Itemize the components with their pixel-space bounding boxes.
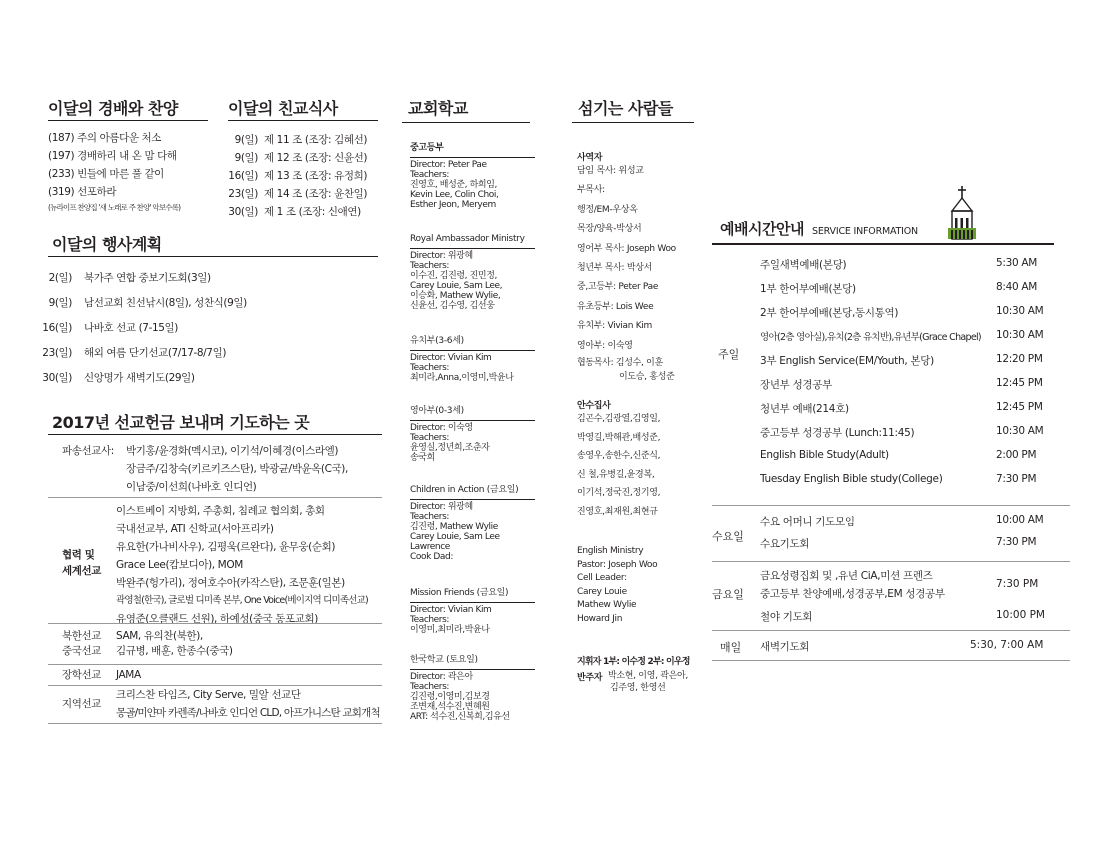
hymn-item: (319) 선포하라 <box>48 186 117 198</box>
school-group <box>410 140 535 210</box>
school-line: Lawrence <box>410 542 450 552</box>
english-line: English Ministry <box>577 546 644 556</box>
divider <box>712 561 1070 562</box>
school-line: Teachers: <box>410 170 450 180</box>
service-time: 10:30 AM <box>996 305 1044 317</box>
event-day: 16(일) <box>42 322 72 334</box>
fellowship-rule <box>228 120 378 121</box>
service-name: 3부 English Service(EM/Youth, 본당) <box>760 355 934 367</box>
school-line: 조변재,석수진,변혜원 <box>410 702 490 712</box>
divider <box>48 497 382 498</box>
staff-line: 유치부: Vivian Kim <box>577 321 653 332</box>
school-line: Teachers: <box>410 433 450 443</box>
hymn-item: (197) 경배하리 내 온 맘 다해 <box>48 150 177 162</box>
fellowship-group: 제 12 조 (조장: 신윤선) <box>264 152 368 164</box>
service-name: 2부 한어부예배(본당,동시통역) <box>760 307 899 319</box>
service-time: 5:30 AM <box>996 257 1038 269</box>
service-time: 12:20 PM <box>996 353 1043 365</box>
service-time: 10:00 AM <box>996 514 1044 526</box>
school-line: Director: Vivian Kim <box>410 605 492 615</box>
dispatch-line: 장금주/김창숙(키르키즈스탄), 박광균/박윤옥(C국), <box>126 463 348 475</box>
fellowship-day: 23(일) <box>228 188 258 200</box>
school-group-rule <box>410 248 535 249</box>
service-row <box>760 329 1060 353</box>
school-group-rule <box>410 602 535 603</box>
deacon-line: 진영호,최재원,최현규 <box>577 506 658 517</box>
staff-line: 영어부 목사: Joseph Woo <box>577 243 676 254</box>
school-group-head: Royal Ambassador Ministry <box>410 234 525 244</box>
deacon-line: 신 철,유병길,윤경복, <box>577 469 655 480</box>
school-line: 신윤선, 김수영, 김선웅 <box>410 301 495 311</box>
school-group-head: 한국학교 (토요일) <box>410 655 478 665</box>
service-name: 주일새벽예배(본당) <box>760 259 847 271</box>
service-name: 수요 어머니 기도모임 <box>760 516 855 528</box>
wed-list <box>760 514 1060 558</box>
staff-line: 유초등부: Lois Wee <box>577 301 654 312</box>
service-time: 7:30 PM <box>996 473 1037 485</box>
school-line: Teachers: <box>410 363 450 373</box>
school-line: Carey Louie, Sam Lee <box>410 532 500 542</box>
service-time: 7:30 PM <box>996 536 1037 548</box>
service-row <box>760 377 1060 401</box>
staff-line: 이도승, 홍성준 <box>619 372 675 383</box>
school-line: 진영호, 배성준, 하희임, <box>410 180 497 190</box>
service-time: 8:40 AM <box>996 281 1038 293</box>
cn-label: 중국선교 <box>62 645 101 657</box>
nk-text: SAM, 유의찬(북한), <box>116 630 203 642</box>
church-icon <box>942 184 976 244</box>
deacon-list <box>577 410 660 521</box>
missions-title: 2017년 선교헌금 보내며 기도하는 곳 <box>52 413 310 432</box>
fellowship-group: 제 1 조 (조장: 신애연) <box>264 206 361 218</box>
school-line: 최미라,Anna,이영미,박윤나 <box>410 373 514 383</box>
event-day: 9(일) <box>48 297 72 309</box>
reg-line: 몽골/미얀마 카렌족/나바호 인디언 CLD, 아프가니스탄 교회개척 <box>116 707 380 719</box>
school-group-head: 유치부(3-6세) <box>410 336 464 346</box>
staff-line: 청년부 목사: 박상서 <box>577 263 653 274</box>
service-row <box>760 536 1060 558</box>
school-line: Teachers: <box>410 261 450 271</box>
english-line: Mathew Wylie <box>577 600 637 610</box>
fri-line: 중고등부 찬양예배,성경공부,EM 성경공부 <box>760 588 945 600</box>
coop-line: 유영준(오클랜드 선원), 하예성(중국 동포교회) <box>116 613 318 625</box>
school-group-rule <box>410 669 535 670</box>
event-day: 30(일) <box>42 372 72 384</box>
school-group-head: 중고등부 <box>410 143 444 153</box>
school-line: Director: 곽은아 <box>410 672 473 682</box>
divider <box>712 630 1070 631</box>
english-line: Carey Louie <box>577 586 627 597</box>
daily-name: 새벽기도회 <box>760 641 810 653</box>
coop-line: 이스트베이 지방회, 주총회, 침례교 협의회, 총회 <box>116 505 325 517</box>
school-line: 김진령, Mathew Wylie <box>410 522 498 532</box>
staff-line: 협동목사: 김성수, 이훈 <box>577 358 663 369</box>
events-title: 이달의 행사계획 <box>52 235 162 254</box>
school-group-rule <box>410 350 535 351</box>
fellowship-day: 9(일) <box>234 134 258 146</box>
school-group-rule <box>410 157 535 158</box>
deacon-line: 이기석,정국진,정기영, <box>577 488 661 498</box>
nk-label: 북한선교 <box>62 630 101 642</box>
acc-label: 반주자 <box>577 673 603 683</box>
events-rule <box>48 256 378 257</box>
school-rule <box>402 122 530 123</box>
school-group <box>410 652 535 722</box>
sch-label: 장학선교 <box>62 669 101 681</box>
fellowship-list <box>220 131 367 221</box>
service-time: 2:00 PM <box>996 449 1037 461</box>
service-time: 7:30 PM <box>996 578 1039 590</box>
school-line: Director: 위광혜 <box>410 502 473 512</box>
fellowship-day: 16(일) <box>228 170 258 182</box>
service-name: 1부 한어부예배(본당) <box>760 283 856 295</box>
service-row <box>760 514 1060 536</box>
daily-time: 5:30, 7:00 AM <box>970 639 1044 651</box>
fellowship-group: 제 13 조 (조장: 유정희) <box>264 170 368 182</box>
school-line: 윤영실,정년희,조춘자 <box>410 443 490 453</box>
event-day: 23(일) <box>42 347 72 359</box>
school-line: Esther Jeon, Meryem <box>410 200 496 210</box>
wed-label: 수요일 <box>712 530 744 543</box>
reg-list <box>116 686 380 722</box>
acc-list <box>608 670 688 694</box>
staff-line: 영아부: 이숙영 <box>577 340 633 351</box>
hymn-item: (187) 주의 아름다운 처소 <box>48 132 161 144</box>
event-day: 2(일) <box>48 272 72 284</box>
school-group-head: 영아부(0-3세) <box>410 406 464 416</box>
english-ministry <box>577 545 657 626</box>
service-row <box>760 449 1060 473</box>
english-line: Cell Leader: <box>577 573 627 583</box>
hymns-list <box>48 129 180 215</box>
fellowship-title: 이달의 친교식사 <box>228 99 338 118</box>
school-title: 교회학교 <box>408 99 468 118</box>
event-text: 북가주 연합 중보기도회(3일) <box>84 272 211 284</box>
service-row <box>760 473 1060 497</box>
dispatch-list <box>126 442 348 496</box>
school-line: Cook Dad: <box>410 552 453 562</box>
coop-line: Grace Lee(캄보디아), MOM <box>116 559 243 571</box>
deacon-line: 박영길,박해관,배성준, <box>577 432 661 443</box>
service-name: 장년부 성경공부 <box>760 379 832 391</box>
service-row <box>760 281 1060 305</box>
staff-line: 부목사: <box>577 185 605 196</box>
reg-line: 크리스찬 타임즈, City Serve, 밀알 선교단 <box>116 689 301 701</box>
school-group-rule <box>410 499 535 500</box>
cn-text: 김규병, 배훈, 한종수(중국) <box>116 645 233 657</box>
school-line: Kevin Lee, Colin Choi, <box>410 190 499 200</box>
service-rule <box>712 243 1054 245</box>
sunday-label: 주일 <box>718 348 740 361</box>
fri-line: 철야 기도회 <box>760 611 813 623</box>
service-row <box>760 401 1060 425</box>
service-name: Tuesday English Bible study(College) <box>760 473 943 485</box>
fellowship-group: 제 14 조 (조장: 윤찬일) <box>264 188 368 200</box>
school-group <box>410 234 535 311</box>
coop-list <box>116 502 368 628</box>
school-group <box>410 482 535 562</box>
dispatch-line: 이남중/이선희(나바호 인디언) <box>126 481 257 493</box>
acc-line: 김주영, 한영선 <box>610 683 666 693</box>
coop-line: 유요한(가나비사우), 김평욱(르완다), 윤무웅(순회) <box>116 541 336 553</box>
missions-rule <box>48 434 382 435</box>
acc-line: 박소현, 이영, 곽은아, <box>608 671 688 681</box>
service-name: 청년부 예배(214호) <box>760 403 849 415</box>
coop-line: 국내선교부, ATI 신학교(서아프리카) <box>116 523 274 535</box>
service-title-en: SERVICE INFORMATION <box>812 226 918 237</box>
service-time: 10:30 AM <box>996 329 1044 341</box>
school-line: Teachers: <box>410 682 450 692</box>
school-line: 이영미,최미라,박윤나 <box>410 625 490 635</box>
hymns-title: 이달의 경배와 찬양 <box>48 99 178 118</box>
school-group <box>410 403 535 463</box>
dispatch-label: 파송선교사: <box>62 445 114 457</box>
school-line: 송국희 <box>410 453 435 463</box>
school-group-head: Children in Action (금요일) <box>410 485 519 495</box>
school-line: Teachers: <box>410 512 450 522</box>
daily-label: 매일 <box>720 641 742 654</box>
events-list <box>30 266 247 391</box>
school-line: 김진령,이영미,김보경 <box>410 692 490 702</box>
sch-text: JAMA <box>116 669 141 681</box>
school-line: Director: Peter Pae <box>410 160 487 170</box>
event-text: 해외 여름 단기선교(7/17-8/7일) <box>84 347 227 359</box>
deacon-line: 송영우,송한수,신준식, <box>577 451 661 461</box>
service-row <box>760 353 1060 377</box>
school-group-rule <box>410 420 535 421</box>
school-group-head: Mission Friends (금요일) <box>410 588 509 598</box>
staff-line: 담임 목사: 위성교 <box>577 166 644 176</box>
english-line: Pastor: Joseph Woo <box>577 559 658 570</box>
service-title: 예배시간안내 <box>720 220 804 238</box>
fri-label: 금요일 <box>712 588 744 601</box>
service-name: 중고등부 성경공부 (Lunch:11:45) <box>760 427 915 439</box>
deacon-head: 안수집사 <box>577 401 611 411</box>
service-time: 12:45 PM <box>996 401 1043 413</box>
event-text: 신앙명가 새벽기도(29일) <box>84 372 195 384</box>
school-line: Teachers: <box>410 615 450 625</box>
service-row <box>760 257 1060 281</box>
school-group <box>410 585 535 635</box>
sunday-list <box>760 257 1060 497</box>
service-name: 수요기도회 <box>760 538 810 550</box>
school-line: Director: 이숙영 <box>410 423 473 433</box>
school-line: ART: 석수진,신복희,김유선 <box>410 712 510 722</box>
coop-label: 협력 및 <box>62 549 95 561</box>
service-time: 10:00 PM <box>996 609 1045 621</box>
fellowship-day: 9(일) <box>234 152 258 164</box>
servants-title: 섬기는 사람들 <box>578 99 673 118</box>
coop-label: 세계선교 <box>62 565 101 577</box>
school-line: Director: 위광혜 <box>410 251 473 261</box>
dispatch-line: 박기홍/윤경화(멕시코), 이기석/이혜경(이스라엘) <box>126 445 339 457</box>
school-group <box>410 333 535 383</box>
reg-label: 지역선교 <box>62 698 101 710</box>
chair-text: 지휘자 1부: 이수정 2부: 이우정 <box>577 657 690 667</box>
hymns-rule <box>48 120 208 121</box>
fellowship-day: 30(일) <box>228 206 258 218</box>
service-name: English Bible Study(Adult) <box>760 449 889 461</box>
fri-line: 금요성령집회 및 ,유년 CiA,미션 프렌즈 <box>760 570 933 582</box>
hymns-note: (뉴라이프 찬양집 '새 노래로 주 찬양' 악보수록) <box>48 203 181 212</box>
staff-line: 목장/양육-박상서 <box>577 224 642 235</box>
staff-line: 행정/EM-우상옥 <box>577 204 638 215</box>
divider <box>48 723 382 724</box>
coop-line: 박완주(헝가리), 정여호수아(카작스탄), 조문훈(일본) <box>116 577 345 589</box>
service-row <box>760 425 1060 449</box>
service-time: 10:30 AM <box>996 425 1044 437</box>
coop-line: 곽영철(한국), 글로벌 디미족 본부, One Voice(베이지역 디미족선교) <box>116 595 368 606</box>
divider <box>48 623 382 624</box>
service-time: 12:45 PM <box>996 377 1043 389</box>
divider <box>48 664 382 665</box>
fellowship-group: 제 11 조 (조장: 김혜선) <box>264 134 368 146</box>
event-text: 나바호 선교 (7-15일) <box>84 322 178 334</box>
staff-line: 중,고등부: Peter Pae <box>577 282 659 293</box>
service-row <box>760 305 1060 329</box>
staff-head: 사역자 <box>577 153 603 163</box>
hymn-item: (233) 빈들에 마른 풀 같이 <box>48 168 164 180</box>
service-heading <box>720 218 918 239</box>
servants-rule <box>572 122 694 123</box>
school-line: 이수진, 김진령, 진민정, <box>410 271 497 281</box>
school-line: Director: Vivian Kim <box>410 353 492 363</box>
divider <box>712 660 1070 661</box>
staff-list <box>577 162 676 384</box>
divider <box>712 505 1070 506</box>
school-line: Carey Louie, Sam Lee, <box>410 281 503 291</box>
deacon-line: 김곤수,김광열,김영일, <box>577 414 661 424</box>
event-text: 남선교회 친선낚시(8일), 성찬식(9일) <box>84 297 247 309</box>
english-line: Howard Jin <box>577 613 623 624</box>
school-line: 이승화, Mathew Wylie, <box>410 291 501 301</box>
service-name: 영아(2층 영아실),유치(2층 유치반),유년부(Grace Chapel) <box>760 332 981 343</box>
